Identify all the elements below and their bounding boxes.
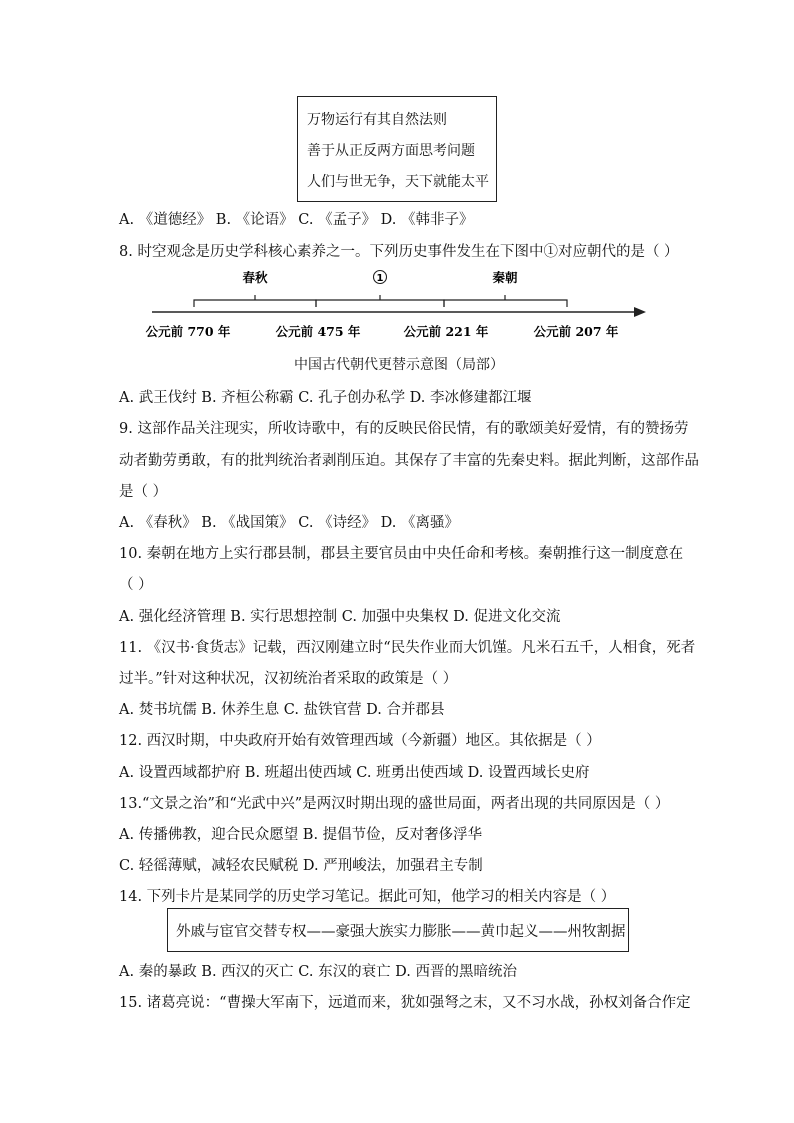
bracket-period-1 [316, 300, 444, 307]
timeline-arrow [634, 307, 646, 317]
q14-stem: 14. 下列卡片是某同学的历史学习笔记。据此可知，他学习的相关内容是（ ） [119, 889, 616, 905]
note-card-text: 外戚与宦官交替专权——豪强大族实力膨胀——黄巾起义——州牧割据 [176, 924, 626, 940]
q8-stem: 8. 时空观念是历史学科核心素养之一。下列历史事件发生在下图中①对应朝代的是（ ） [119, 244, 679, 260]
quote-line-2: 善于从正反两方面思考问题 [307, 143, 475, 159]
period-label-1 [374, 271, 387, 285]
q11-stem-line-1: 11. 《汉书·食货志》记载，西汉刚建立时“民失作业而大饥馑。凡米石五千，人相食，死者 [119, 640, 696, 656]
timeline-caption: 中国古代朝代更替示意图（局部） [294, 357, 504, 373]
timeline-diagram [140, 262, 660, 342]
q10-stem-line-1: 10. 秦朝在地方上实行郡县制，郡县主要官员由中央任命和考核。秦朝推行这一制度意在 [119, 546, 684, 562]
q8-options: A. 武王伐纣 B. 齐桓公称霸 C. 孔子创办私学 D. 李冰修建都江堰 [119, 390, 532, 406]
quote-line-3: 人们与世无争，天下就能太平 [307, 174, 489, 190]
q12-options: A. 设置西域都护府 B. 班超出使西域 C. 班勇出使西域 D. 设置西域长史府 [119, 765, 590, 781]
q9-options: A. 《春秋》 B. 《战国策》 C. 《诗经》 D. 《离骚》 [119, 515, 460, 531]
q7-options: A. 《道德经》 B. 《论语》 C. 《孟子》 D. 《韩非子》 [119, 212, 474, 228]
timeline-svg [140, 262, 660, 342]
quote-box [297, 96, 497, 202]
note-card [167, 908, 629, 952]
q9-stem-line-3: 是（ ） [119, 484, 168, 500]
q15-stem: 15. 诸葛亮说：“曹操大军南下，远道而来，犹如强弩之末，又不习水战，孙权刘备合作定 [119, 995, 691, 1011]
q10-stem-line-2: （ ） [119, 577, 153, 593]
q9-stem-line-2: 动者勤劳勇敢，有的批判统治者剥削压迫。其保存了丰富的先秦史料。据此判断，这部作品 [119, 453, 699, 469]
q13-stem: 13.“文景之治”和“光武中兴”是两汉时期出现的盛世局面，两者出现的共同原因是（ ） [119, 796, 670, 812]
quote-line-1: 万物运行有其自然法则 [307, 112, 447, 128]
q13-options-line-2: C. 轻徭薄赋，减轻农民赋税 D. 严刑峻法，加强君主专制 [119, 858, 483, 874]
q12-stem: 12. 西汉时期，中央政府开始有效管理西域（今新疆）地区。其依据是（ ） [119, 733, 601, 749]
bracket-spring-autumn [194, 300, 316, 307]
svg-text:1: 1 [376, 273, 384, 284]
tick-label-475: 公元前 475 年 [275, 324, 361, 339]
period-label-spring-autumn: 春秋 [242, 270, 268, 285]
q14-options: A. 秦的暴政 B. 西汉的灭亡 C. 东汉的衰亡 D. 西晋的黑暗统治 [119, 964, 518, 980]
q13-options-line-1: A. 传播佛教，迎合民众愿望 B. 提倡节俭，反对奢侈浮华 [119, 827, 483, 843]
q10-options: A. 强化经济管理 B. 实行思想控制 C. 加强中央集权 D. 促进文化交流 [119, 609, 561, 625]
q11-stem-line-2: 过半。”针对这种状况，汉初统治者采取的政策是（ ） [119, 671, 458, 687]
period-label-qin: 秦朝 [492, 270, 518, 285]
q11-options: A. 焚书坑儒 B. 休养生息 C. 盐铁官营 D. 合并郡县 [119, 702, 445, 718]
tick-label-221: 公元前 221 年 [403, 324, 489, 339]
bracket-qin [444, 300, 567, 307]
tick-label-207: 公元前 207 年 [533, 324, 619, 339]
tick-label-770: 公元前 770 年 [145, 324, 231, 339]
q9-stem-line-1: 9. 这部作品关注现实，所收诗歌中，有的反映民俗民情，有的歌颂美好爱情，有的赞扬劳 [119, 421, 689, 437]
